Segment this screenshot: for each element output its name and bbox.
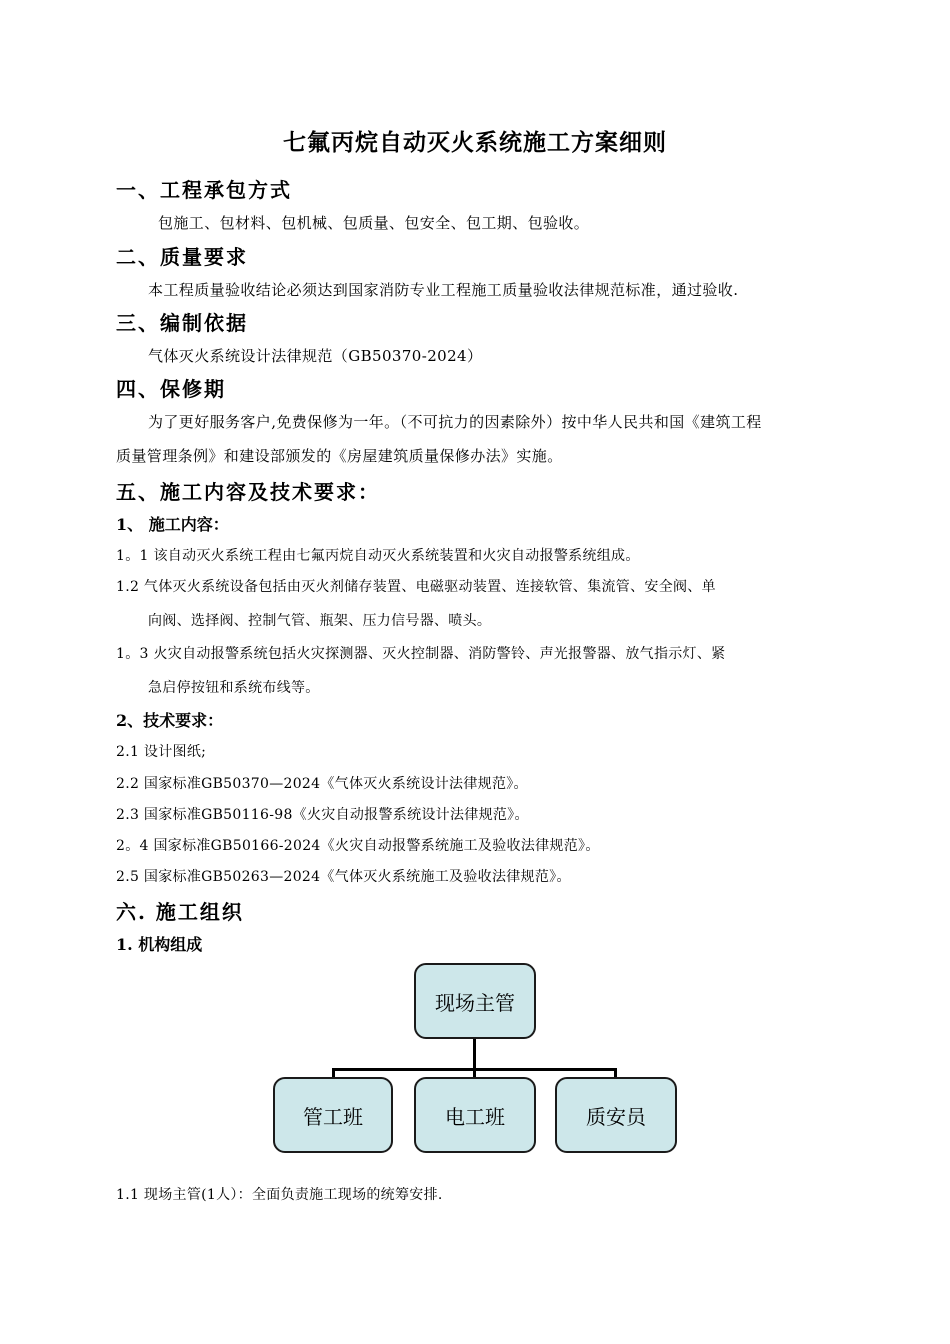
tech-item: 2.2 国家标准GB50370—2024《气体灭火系统设计法律规范》。 — [116, 776, 528, 792]
org-box-electrician-team: 电工班 — [414, 1077, 536, 1153]
section-body-warranty-line2: 质量管理条例》和建设部颁发的《房屋建筑质量保修办法》实施。 — [116, 447, 563, 465]
section-heading-organization: 六. 施工组织 — [116, 900, 244, 924]
tech-item: 2。4 国家标准GB50166-2024《火灾自动报警系统施工及验收法律规范》。 — [116, 838, 600, 854]
section-heading-quality: 二、质量要求 — [116, 245, 248, 269]
tech-item: 2.3 国家标准GB50116-98《火灾自动报警系统设计法律规范》。 — [116, 807, 529, 823]
subheading-technical-requirements: 2、技术要求： — [116, 711, 224, 730]
document-title: 七氟丙烷自动灭火系统施工方案细则 — [283, 129, 667, 156]
section-heading-construction: 五、施工内容及技术要求： — [116, 480, 380, 504]
section-heading-contract: 一、工程承包方式 — [116, 178, 292, 202]
content-item-1-2-line1: 1.2 气体灭火系统设备包括由灭火剂储存装置、电磁驱动装置、连接软管、集流管、安全阀、单 — [116, 579, 716, 595]
tech-item: 2.5 国家标准GB50263—2024《气体灭火系统施工及验收法律规范》。 — [116, 869, 571, 885]
content-item-1-1: 1。1 该自动灭火系统工程由七氟丙烷自动灭火系统装置和火灾自动报警系统组成。 — [116, 548, 640, 564]
section-body-contract: 包施工、包材料、包机械、包质量、包安全、包工期、包验收。 — [158, 214, 590, 232]
section-body-quality: 本工程质量验收结论必须达到国家消防专业工程施工质量验收法律规范标准，通过验收. — [148, 281, 739, 299]
content-item-1-3-line2: 急启停按钮和系统布线等。 — [148, 680, 320, 696]
subheading-org-structure: 1. 机构组成 — [116, 935, 203, 954]
org-box-safety-officer: 质安员 — [555, 1077, 677, 1153]
content-item-1-2-line2: 向阀、选择阀、控制气管、瓶架、压力信号器、喷头。 — [148, 613, 492, 629]
content-item-1-3-line1: 1。3 火灾自动报警系统包括火灾探测器、灭火控制器、消防警铃、声光报警器、放气指示灯、紧 — [116, 646, 726, 662]
section-body-basis: 气体灭火系统设计法律规范（GB50370-2024） — [148, 347, 483, 365]
tech-item: 2.1 设计图纸; — [116, 744, 207, 760]
org-box-pipe-team: 管工班 — [273, 1077, 393, 1153]
section-heading-warranty: 四、保修期 — [116, 377, 226, 401]
subheading-construction-content: 1、 施工内容： — [116, 515, 229, 534]
section-body-warranty-line1: 为了更好服务客户,免费保修为一年。（不可抗力的因素除外）按中华人民共和国《建筑工程 — [148, 413, 762, 431]
section-heading-basis: 三、编制依据 — [116, 311, 248, 335]
org-connector-trunk — [473, 1039, 476, 1069]
org-note-site-manager: 1.1 现场主管(1人）：全面负责施工现场的统筹安排. — [116, 1187, 443, 1203]
org-box-site-manager: 现场主管 — [414, 963, 536, 1039]
